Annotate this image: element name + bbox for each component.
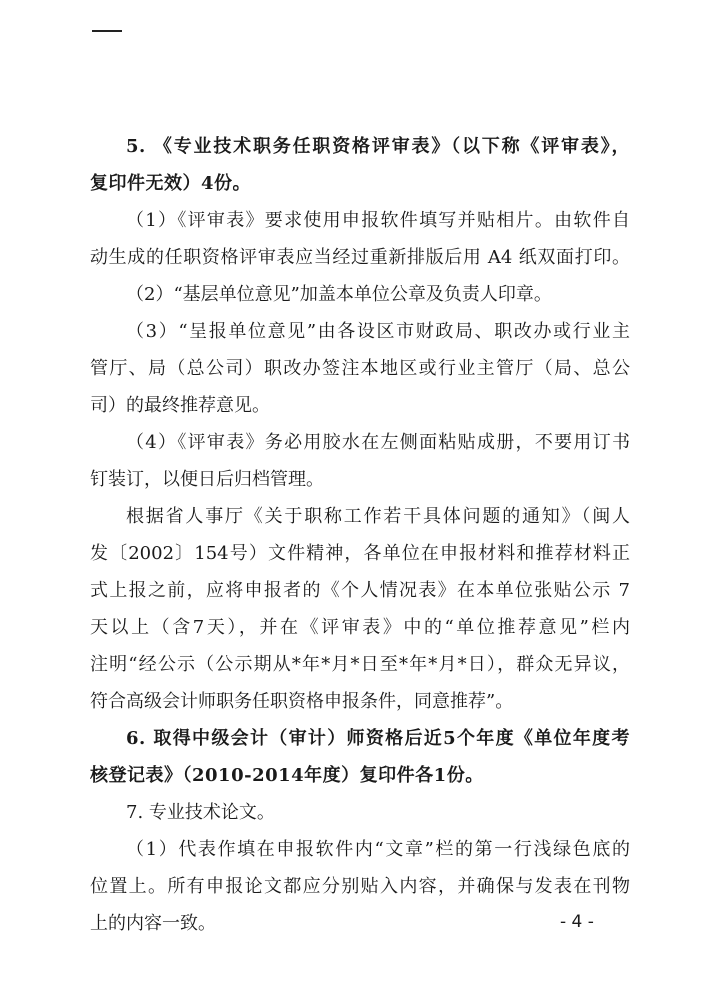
- text-line: 注明“经公示（公示期从*年*月*日至*年*月*日），群众无异议，: [90, 654, 630, 675]
- document-body: [90, 128, 630, 942]
- text-line: 天以上（含7天），并在《评审表》中的“单位推荐意见”栏内: [90, 617, 630, 638]
- text-line: 根据省人事厅《关于职称工作若干具体问题的通知》（闽人: [126, 506, 630, 527]
- text-line: 管厅、局（总公司）职改办签注本地区或行业主管厅（局、总公: [90, 358, 630, 379]
- text-line: 5. 《专业技术职务任职资格评审表》（以下称《评审表》，: [126, 136, 630, 157]
- header-rule: [92, 30, 122, 32]
- text-line: （3）“呈报单位意见”由各设区市财政局、职改办或行业主: [126, 321, 630, 342]
- text-line: 司）的最终推荐意见。: [90, 395, 270, 416]
- text-line: 位置上。所有申报论文都应分别贴入内容，并确保与发表在刊物: [90, 876, 630, 897]
- text-line: 动生成的任职资格评审表应当经过重新排版后用 A4 纸双面打印。: [90, 247, 630, 268]
- text-line: 式上报之前，应将申报者的《个人情况表》在本单位张贴公示 7: [90, 580, 630, 601]
- text-line: 符合高级会计师职务任职资格申报条件，同意推荐”。: [90, 691, 514, 712]
- text-line: 发〔2002〕154号）文件精神，各单位在申报材料和推荐材料正: [90, 543, 630, 564]
- text-line: 复印件无效）4份。: [90, 173, 252, 194]
- text-line: 上的内容一致。: [90, 913, 216, 934]
- text-line: 钉装订，以便日后归档管理。: [90, 469, 324, 490]
- text-line: 7. 专业技术论文。: [126, 802, 275, 823]
- text-line: （1）《评审表》要求使用申报软件填写并贴相片。由软件自: [126, 210, 630, 231]
- text-line: （2）“基层单位意见”加盖本单位公章及负责人印章。: [126, 284, 552, 305]
- text-line: 6. 取得中级会计（审计）师资格后近5个年度《单位年度考: [126, 728, 630, 749]
- text-line: （1）代表作填在申报软件内“文章”栏的第一行浅绿色底的: [126, 839, 630, 860]
- text-line: 核登记表》（2010-2014年度）复印件各1份。: [90, 765, 484, 786]
- page-number: - 4 -: [560, 912, 594, 932]
- text-line: （4）《评审表》务必用胶水在左侧面粘贴成册，不要用订书: [126, 432, 630, 453]
